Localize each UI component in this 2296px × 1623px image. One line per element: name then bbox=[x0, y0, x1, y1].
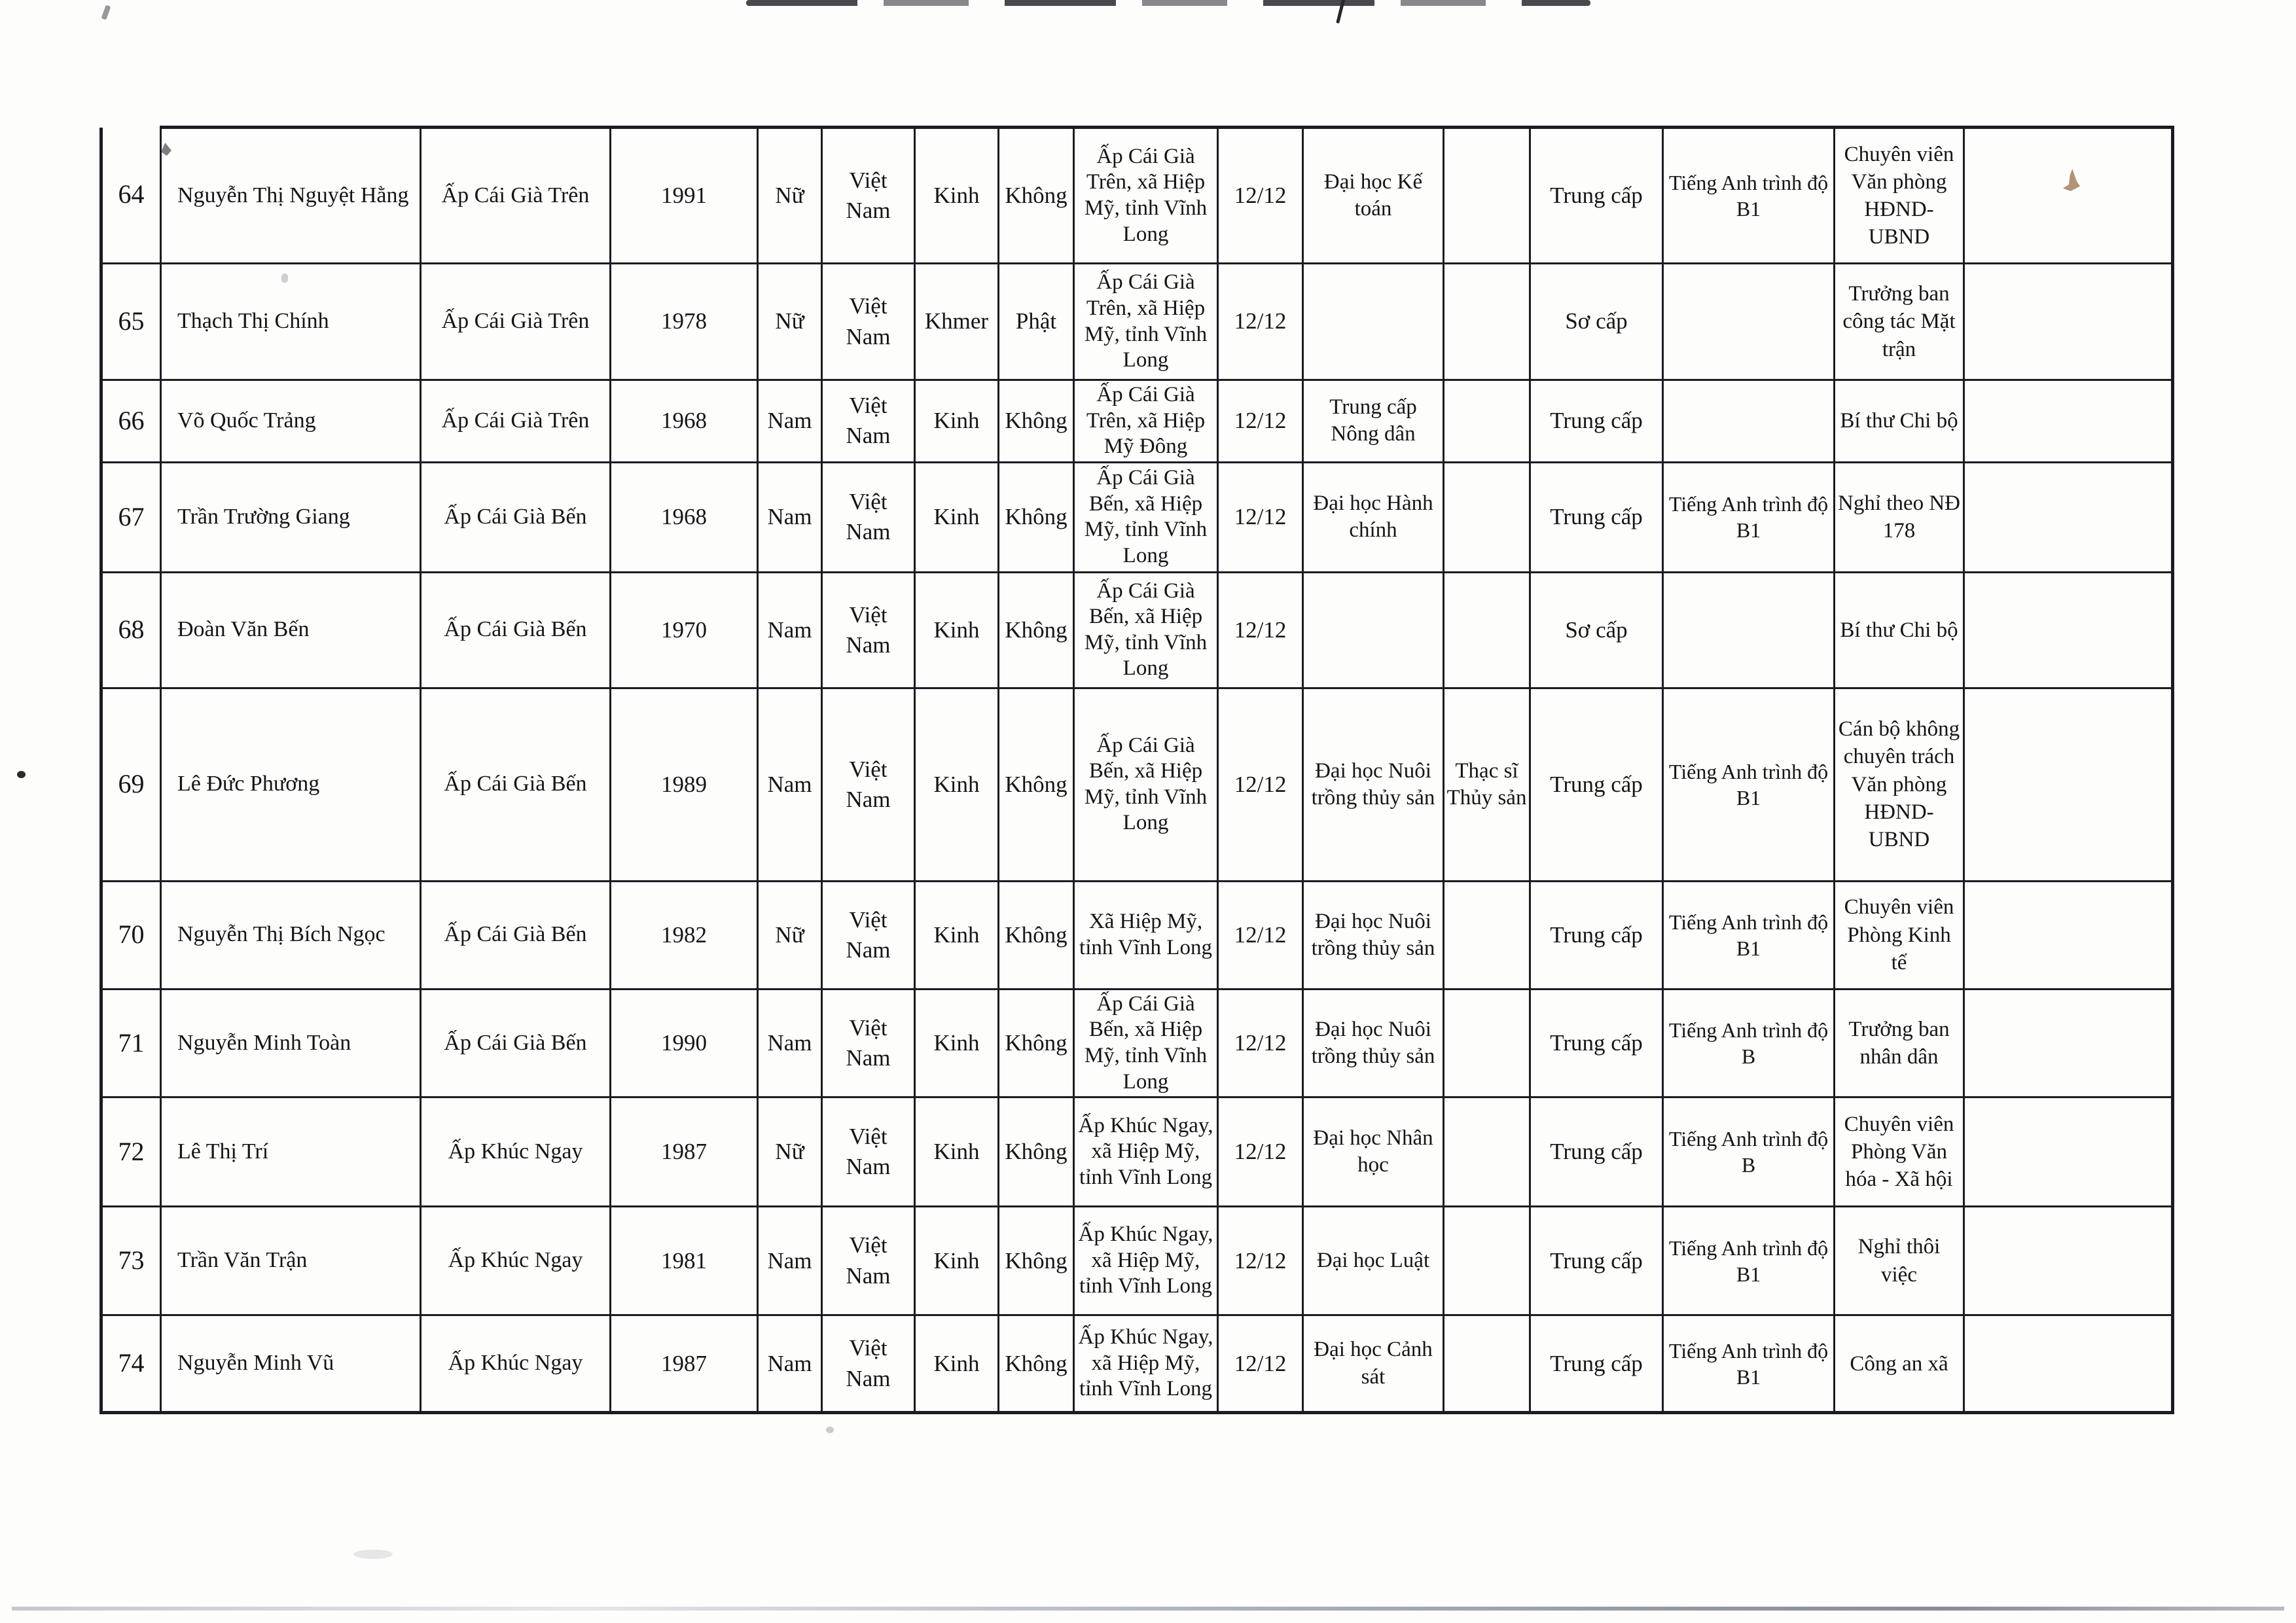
cell-english bbox=[1663, 264, 1835, 380]
cell-name: Đoàn Văn Bến bbox=[161, 572, 421, 688]
cell-name: Thạch Thị Chính bbox=[161, 264, 421, 380]
cell-degree: Đại học Nuôi trồng thủy sản bbox=[1303, 881, 1444, 989]
cell-nationality: Việt Nam bbox=[822, 989, 915, 1097]
cell-ethnicity: Kinh bbox=[915, 128, 999, 264]
cell-year: 1990 bbox=[611, 989, 758, 1097]
cell-year: 1970 bbox=[611, 572, 758, 688]
cell-gender: Nữ bbox=[758, 1097, 822, 1207]
cell-gender: Nam bbox=[758, 989, 822, 1097]
ink-dot-left-margin bbox=[17, 771, 26, 778]
cell-religion: Không bbox=[999, 1315, 1074, 1413]
cell-position: Chuyên viên Phòng Văn hóa - Xã hội bbox=[1835, 1097, 1964, 1207]
cell-postgrad bbox=[1444, 462, 1530, 572]
cell-political: Sơ cấp bbox=[1530, 572, 1663, 688]
cell-place: Ấp Cái Già Trên bbox=[421, 264, 611, 380]
cell-note bbox=[1964, 572, 2173, 688]
table-row bbox=[101, 380, 2173, 463]
cell-postgrad bbox=[1444, 1207, 1530, 1315]
cell-address: Ấp Cái Già Trên, xã Hiệp Mỹ, tỉnh Vĩnh Long bbox=[1074, 128, 1218, 264]
cell-note bbox=[1964, 688, 2173, 881]
cell-nationality: Việt Nam bbox=[822, 572, 915, 688]
cell-note bbox=[1964, 462, 2173, 572]
cell-ethnicity: Kinh bbox=[915, 1097, 999, 1207]
cell-year: 1982 bbox=[611, 881, 758, 989]
cell-nationality: Việt Nam bbox=[822, 688, 915, 881]
cell-education: 12/12 bbox=[1218, 128, 1303, 264]
cell-religion: Không bbox=[999, 1097, 1074, 1207]
cell-degree: Đại học Kế toán bbox=[1303, 128, 1444, 264]
cell-education: 12/12 bbox=[1218, 462, 1303, 572]
scan-speck bbox=[826, 1427, 834, 1433]
table-row bbox=[101, 688, 2173, 881]
cell-education: 12/12 bbox=[1218, 1315, 1303, 1413]
cell-education: 12/12 bbox=[1218, 688, 1303, 881]
cell-nationality: Việt Nam bbox=[822, 881, 915, 989]
cell-place: Ấp Cái Già Bến bbox=[421, 462, 611, 572]
table-row bbox=[101, 128, 2173, 264]
cell-education: 12/12 bbox=[1218, 1207, 1303, 1315]
cell-year: 1987 bbox=[611, 1315, 758, 1413]
cell-name: Lê Đức Phương bbox=[161, 688, 421, 881]
cell-position: Trưởng ban công tác Mặt trận bbox=[1835, 264, 1964, 380]
cell-education: 12/12 bbox=[1218, 380, 1303, 463]
cell-ethnicity: Kinh bbox=[915, 881, 999, 989]
cell-political: Trung cấp bbox=[1530, 688, 1663, 881]
cell-stt: 70 bbox=[101, 881, 161, 989]
cell-english: Tiếng Anh trình độ B bbox=[1663, 1097, 1835, 1207]
table-row bbox=[101, 989, 2173, 1097]
cell-stt: 65 bbox=[101, 264, 161, 380]
cell-place: Ấp Cái Già Trên bbox=[421, 380, 611, 463]
cell-political: Trung cấp bbox=[1530, 1315, 1663, 1413]
cell-name: Lê Thị Trí bbox=[161, 1097, 421, 1207]
cell-gender: Nam bbox=[758, 462, 822, 572]
cell-ethnicity: Kinh bbox=[915, 1207, 999, 1315]
cell-position: Cán bộ không chuyên trách Văn phòng HĐND-UBND bbox=[1835, 688, 1964, 881]
table-row bbox=[101, 881, 2173, 989]
cell-political: Trung cấp bbox=[1530, 989, 1663, 1097]
cell-postgrad bbox=[1444, 264, 1530, 380]
cell-name: Trần Văn Trận bbox=[161, 1207, 421, 1315]
cell-gender: Nữ bbox=[758, 881, 822, 989]
cell-nationality: Việt Nam bbox=[822, 1097, 915, 1207]
cell-ethnicity: Kinh bbox=[915, 1315, 999, 1413]
cell-gender: Nam bbox=[758, 572, 822, 688]
cell-postgrad bbox=[1444, 128, 1530, 264]
cell-religion: Không bbox=[999, 572, 1074, 688]
cell-nationality: Việt Nam bbox=[822, 1207, 915, 1315]
cell-address: Ấp Cái Già Bến, xã Hiệp Mỹ, tỉnh Vĩnh Long bbox=[1074, 688, 1218, 881]
cell-gender: Nam bbox=[758, 1315, 822, 1413]
cell-note bbox=[1964, 380, 2173, 463]
cell-place: Ấp Cái Già Bến bbox=[421, 688, 611, 881]
cell-english: Tiếng Anh trình độ B1 bbox=[1663, 1207, 1835, 1315]
cell-place: Ấp Khúc Ngay bbox=[421, 1097, 611, 1207]
table-row bbox=[101, 1207, 2173, 1315]
cell-note bbox=[1964, 128, 2173, 264]
cell-note bbox=[1964, 1315, 2173, 1413]
cell-address: Xã Hiệp Mỹ, tỉnh Vĩnh Long bbox=[1074, 881, 1218, 989]
cell-education: 12/12 bbox=[1218, 989, 1303, 1097]
cell-postgrad bbox=[1444, 1315, 1530, 1413]
cell-stt: 72 bbox=[101, 1097, 161, 1207]
table-row bbox=[101, 462, 2173, 572]
cell-year: 1987 bbox=[611, 1097, 758, 1207]
cell-note bbox=[1964, 989, 2173, 1097]
cell-position: Chuyên viên Văn phòng HĐND-UBND bbox=[1835, 128, 1964, 264]
cell-degree: Đại học Nhân học bbox=[1303, 1097, 1444, 1207]
cell-name: Nguyễn Thị Nguyệt Hằng bbox=[161, 128, 421, 264]
cell-political: Sơ cấp bbox=[1530, 264, 1663, 380]
cell-position: Trưởng ban nhân dân bbox=[1835, 989, 1964, 1097]
cell-ethnicity: Kinh bbox=[915, 380, 999, 463]
cell-english: Tiếng Anh trình độ B1 bbox=[1663, 462, 1835, 572]
cell-english bbox=[1663, 380, 1835, 463]
cell-education: 12/12 bbox=[1218, 264, 1303, 380]
cell-degree: Đại học Luật bbox=[1303, 1207, 1444, 1315]
cell-note bbox=[1964, 264, 2173, 380]
table-row bbox=[101, 264, 2173, 380]
cell-religion: Không bbox=[999, 688, 1074, 881]
cell-ethnicity: Khmer bbox=[915, 264, 999, 380]
cell-ethnicity: Kinh bbox=[915, 572, 999, 688]
cell-postgrad bbox=[1444, 1097, 1530, 1207]
cell-degree: Đại học Nuôi trồng thủy sản bbox=[1303, 989, 1444, 1097]
cell-religion: Không bbox=[999, 989, 1074, 1097]
scan-edge-artifact-bottom bbox=[12, 1607, 2284, 1611]
cell-religion: Không bbox=[999, 881, 1074, 989]
cell-address: Ấp Cái Già Trên, xã Hiệp Mỹ Đông bbox=[1074, 380, 1218, 463]
cell-stt: 67 bbox=[101, 462, 161, 572]
cell-position: Nghỉ thôi việc bbox=[1835, 1207, 1964, 1315]
scan-edge-artifact-top bbox=[746, 0, 1590, 6]
cell-degree: Đại học Nuôi trồng thủy sản bbox=[1303, 688, 1444, 881]
cell-nationality: Việt Nam bbox=[822, 128, 915, 264]
cell-gender: Nam bbox=[758, 688, 822, 881]
cell-address: Ấp Cái Già Bến, xã Hiệp Mỹ, tỉnh Vĩnh Long bbox=[1074, 462, 1218, 572]
cell-religion: Không bbox=[999, 462, 1074, 572]
cell-political: Trung cấp bbox=[1530, 1097, 1663, 1207]
cell-ethnicity: Kinh bbox=[915, 989, 999, 1097]
cell-address: Ấp Cái Già Bến, xã Hiệp Mỹ, tỉnh Vĩnh Long bbox=[1074, 989, 1218, 1097]
cell-postgrad bbox=[1444, 380, 1530, 463]
cell-year: 1991 bbox=[611, 128, 758, 264]
cell-education: 12/12 bbox=[1218, 572, 1303, 688]
table-row bbox=[101, 1315, 2173, 1413]
cell-place: Ấp Khúc Ngay bbox=[421, 1207, 611, 1315]
cell-name: Nguyễn Thị Bích Ngọc bbox=[161, 881, 421, 989]
cell-english: Tiếng Anh trình độ B1 bbox=[1663, 1315, 1835, 1413]
cell-year: 1978 bbox=[611, 264, 758, 380]
cell-english: Tiếng Anh trình độ B bbox=[1663, 989, 1835, 1097]
cell-gender: Nam bbox=[758, 1207, 822, 1315]
cell-address: Ấp Cái Già Bến, xã Hiệp Mỹ, tỉnh Vĩnh Long bbox=[1074, 572, 1218, 688]
cell-stt: 74 bbox=[101, 1315, 161, 1413]
cell-ethnicity: Kinh bbox=[915, 688, 999, 881]
cell-political: Trung cấp bbox=[1530, 1207, 1663, 1315]
cell-religion: Phật bbox=[999, 264, 1074, 380]
cell-note bbox=[1964, 881, 2173, 989]
cell-stt: 64 bbox=[101, 128, 161, 264]
cell-english bbox=[1663, 572, 1835, 688]
cell-name: Nguyễn Minh Vũ bbox=[161, 1315, 421, 1413]
scan-speck bbox=[101, 5, 111, 20]
cell-year: 1981 bbox=[611, 1207, 758, 1315]
cell-political: Trung cấp bbox=[1530, 380, 1663, 463]
cell-english: Tiếng Anh trình độ B1 bbox=[1663, 128, 1835, 264]
table-row bbox=[101, 572, 2173, 688]
cell-address: Ấp Khúc Ngay, xã Hiệp Mỹ, tỉnh Vĩnh Long bbox=[1074, 1097, 1218, 1207]
cell-place: Ấp Cái Già Bến bbox=[421, 572, 611, 688]
cell-address: Ấp Khúc Ngay, xã Hiệp Mỹ, tỉnh Vĩnh Long bbox=[1074, 1207, 1218, 1315]
cell-gender: Nam bbox=[758, 380, 822, 463]
cell-note bbox=[1964, 1207, 2173, 1315]
cell-ethnicity: Kinh bbox=[915, 462, 999, 572]
cell-postgrad bbox=[1444, 572, 1530, 688]
cell-place: Ấp Cái Già Bến bbox=[421, 881, 611, 989]
cell-stt: 73 bbox=[101, 1207, 161, 1315]
cell-nationality: Việt Nam bbox=[822, 264, 915, 380]
personnel-table bbox=[99, 126, 2174, 1414]
cell-postgrad: Thạc sĩ Thủy sản bbox=[1444, 688, 1530, 881]
cell-degree bbox=[1303, 572, 1444, 688]
scan-tick-mark bbox=[1336, 0, 1346, 24]
cell-place: Ấp Khúc Ngay bbox=[421, 1315, 611, 1413]
cell-religion: Không bbox=[999, 380, 1074, 463]
cell-stt: 68 bbox=[101, 572, 161, 688]
cell-nationality: Việt Nam bbox=[822, 380, 915, 463]
cell-postgrad bbox=[1444, 989, 1530, 1097]
cell-education: 12/12 bbox=[1218, 881, 1303, 989]
cell-political: Trung cấp bbox=[1530, 462, 1663, 572]
cell-year: 1968 bbox=[611, 380, 758, 463]
cell-place: Ấp Cái Già Bến bbox=[421, 989, 611, 1097]
cell-name: Nguyễn Minh Toàn bbox=[161, 989, 421, 1097]
table-row bbox=[101, 1097, 2173, 1207]
cell-degree: Đại học Hành chính bbox=[1303, 462, 1444, 572]
cell-stt: 69 bbox=[101, 688, 161, 881]
cell-political: Trung cấp bbox=[1530, 128, 1663, 264]
cell-religion: Không bbox=[999, 1207, 1074, 1315]
cell-year: 1989 bbox=[611, 688, 758, 881]
cell-position: Bí thư Chi bộ bbox=[1835, 380, 1964, 463]
cell-education: 12/12 bbox=[1218, 1097, 1303, 1207]
cell-year: 1968 bbox=[611, 462, 758, 572]
cell-stt: 71 bbox=[101, 989, 161, 1097]
cell-position: Chuyên viên Phòng Kinh tế bbox=[1835, 881, 1964, 989]
cell-stt: 66 bbox=[101, 380, 161, 463]
cell-gender: Nữ bbox=[758, 264, 822, 380]
cell-political: Trung cấp bbox=[1530, 881, 1663, 989]
cell-address: Ấp Khúc Ngay, xã Hiệp Mỹ, tỉnh Vĩnh Long bbox=[1074, 1315, 1218, 1413]
cell-gender: Nữ bbox=[758, 128, 822, 264]
cell-degree: Đại học Cảnh sát bbox=[1303, 1315, 1444, 1413]
cell-nationality: Việt Nam bbox=[822, 462, 915, 572]
cell-english: Tiếng Anh trình độ B1 bbox=[1663, 881, 1835, 989]
cell-position: Công an xã bbox=[1835, 1315, 1964, 1413]
cell-religion: Không bbox=[999, 128, 1074, 264]
cell-position: Bí thư Chi bộ bbox=[1835, 572, 1964, 688]
cell-address: Ấp Cái Già Trên, xã Hiệp Mỹ, tỉnh Vĩnh Long bbox=[1074, 264, 1218, 380]
cell-nationality: Việt Nam bbox=[822, 1315, 915, 1413]
cell-name: Trần Trường Giang bbox=[161, 462, 421, 572]
cell-place: Ấp Cái Già Trên bbox=[421, 128, 611, 264]
cell-note bbox=[1964, 1097, 2173, 1207]
cell-postgrad bbox=[1444, 881, 1530, 989]
cell-degree bbox=[1303, 264, 1444, 380]
cell-position: Nghỉ theo NĐ 178 bbox=[1835, 462, 1964, 572]
cell-degree: Trung cấp Nông dân bbox=[1303, 380, 1444, 463]
cell-name: Võ Quốc Trảng bbox=[161, 380, 421, 463]
scan-smudge bbox=[353, 1550, 393, 1559]
cell-english: Tiếng Anh trình độ B1 bbox=[1663, 688, 1835, 881]
